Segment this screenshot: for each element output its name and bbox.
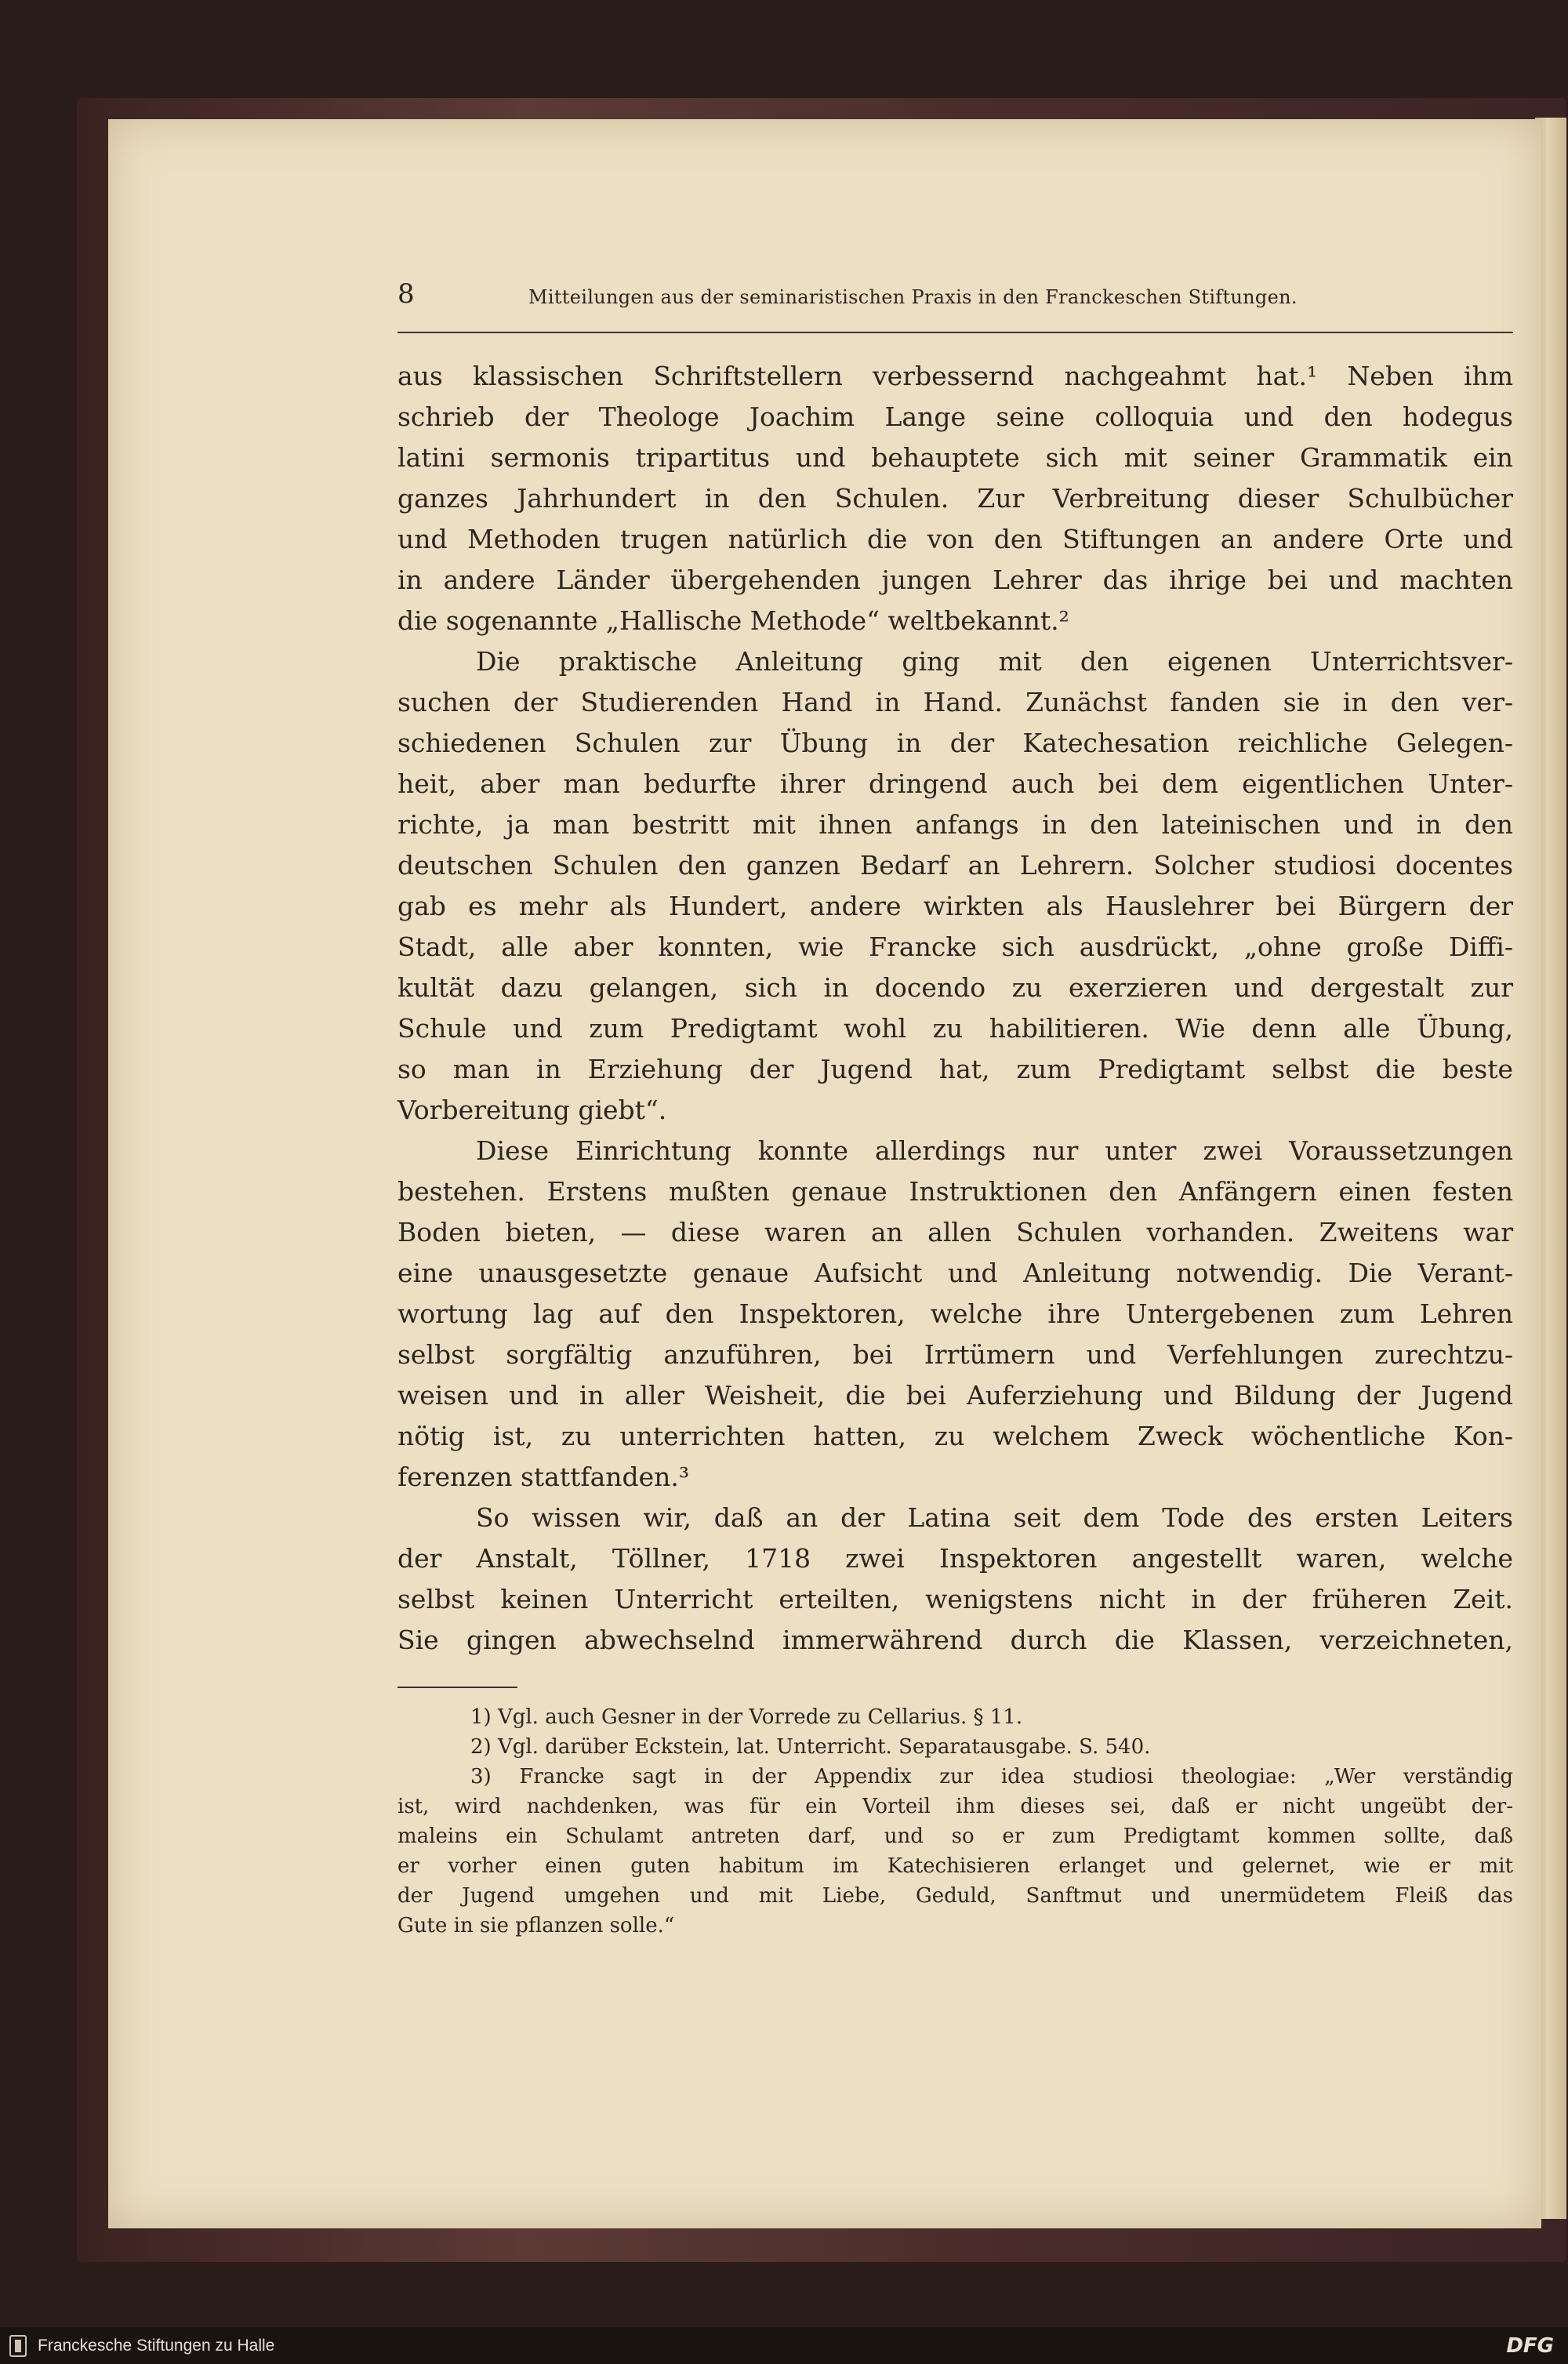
body-line: wortung lag auf den Inspektoren, welche ihre Untergebenen zum Lehren: [397, 1298, 1513, 1329]
body-line: aus klassischen Schriftstellern verbessernd nachgeahmt hat.¹ Neben ihm: [397, 361, 1513, 391]
body-line: Schule und zum Predigtamt wohl zu habilitieren. Wie denn alle Übung,: [397, 1013, 1513, 1044]
body-line: richte, ja man bestritt mit ihnen anfangs in den lateinischen und in den: [397, 809, 1513, 840]
footnote: 2) Vgl. darüber Eckstein, lat. Unterricht. Separatausgabe. S. 540.: [470, 1735, 1151, 1759]
footnote-line: ist, wird nachdenken, was für ein Vorteil ihm dieses sei, daß er nicht ungeübt der-: [397, 1795, 1513, 1818]
body-line: Boden bieten, — diese waren an allen Schulen vorhanden. Zweitens war: [397, 1217, 1513, 1247]
footnote-line: er vorher einen guten habitum im Katechisieren erlanget und gelernet, wie er mit: [397, 1854, 1513, 1878]
footnote-rule: [397, 1687, 517, 1688]
body-line: eine unausgesetzte genaue Aufsicht und Anleitung notwendig. Die Verant-: [397, 1258, 1513, 1288]
body-line: nötig ist, zu unterrichten hatten, zu welchem Zweck wöchentliche Kon-: [397, 1421, 1513, 1451]
footnote-line: maleins ein Schulamt antreten darf, und so er zum Predigtamt kommen sollte, daß: [397, 1825, 1513, 1848]
body-line: latini sermonis tripartitus und behauptete sich mit seiner Grammatik ein: [397, 442, 1513, 473]
body-line: schiedenen Schulen zur Übung in der Katechesation reichliche Gelegen-: [397, 728, 1513, 758]
body-line: Stadt, alle aber konnten, wie Francke sich ausdrückt, „ohne große Diffi-: [397, 931, 1513, 962]
document-page: [108, 119, 1541, 2228]
footnote: 3) Francke sagt in der Appendix zur idea studiosi theologiae: „Wer verständig: [470, 1765, 1513, 1788]
body-line: die sogenannte „Hallische Methode“ weltbekannt.²: [397, 605, 1069, 636]
body-line: Die praktische Anleitung ging mit den eigenen Unterrichtsver-: [476, 646, 1513, 677]
dfg-logo: DFG: [1506, 2334, 1554, 2358]
body-line: schrieb der Theologe Joachim Lange seine colloquia und den hodegus: [397, 401, 1513, 432]
body-line: weisen und in aller Weisheit, die bei Auferziehung und Bildung der Jugend: [397, 1380, 1513, 1411]
footnote: 1) Vgl. auch Gesner in der Vorrede zu Cellarius. § 11.: [470, 1705, 1023, 1729]
body-line: so man in Erziehung der Jugend hat, zum Predigtamt selbst die beste: [397, 1054, 1513, 1084]
body-line: selbst sorgfältig anzuführen, bei Irrtümern und Verfehlungen zurechtzu-: [397, 1339, 1513, 1370]
running-head: Mitteilungen aus der seminaristischen Praxis in den Franckeschen Stiftungen.: [528, 286, 1298, 308]
body-line: Diese Einrichtung konnte allerdings nur unter zwei Voraussetzungen: [476, 1135, 1513, 1166]
body-line: bestehen. Erstens mußten genaue Instruktionen den Anfängern einen festen: [397, 1176, 1513, 1207]
body-line: kultät dazu gelangen, sich in docendo zu exerzieren und dergestalt zur: [397, 972, 1513, 1003]
body-line: in andere Länder übergehenden jungen Lehrer das ihrige bei und machten: [397, 565, 1513, 595]
body-line: ferenzen stattfanden.³: [397, 1462, 690, 1492]
body-line: gab es mehr als Hundert, andere wirkten als Hauslehrer bei Bürgern der: [397, 891, 1513, 921]
body-line: und Methoden trugen natürlich die von den Stiftungen an andere Orte und: [397, 524, 1513, 554]
header-rule: [397, 332, 1513, 333]
body-line: deutschen Schulen den ganzen Bedarf an Lehrern. Solcher studiosi docentes: [397, 850, 1513, 881]
body-line: heit, aber man bedurfte ihrer dringend auch bei dem eigentlichen Unter-: [397, 768, 1513, 799]
page-number: 8: [397, 278, 415, 310]
body-line: der Anstalt, Töllner, 1718 zwei Inspektoren angestellt waren, welche: [397, 1543, 1513, 1574]
body-line: Vorbereitung giebt“.: [397, 1095, 667, 1125]
body-line: ganzes Jahrhundert in den Schulen. Zur Verbreitung dieser Schulbücher: [397, 483, 1513, 514]
footer-bar: [0, 2327, 1568, 2364]
body-line: Sie gingen abwechselnd immerwährend durch die Klassen, verzeichneten,: [397, 1625, 1513, 1655]
institution-logo-icon: [9, 2335, 27, 2357]
footnote-line: der Jugend umgehen und mit Liebe, Geduld, Sanftmut und unermüdetem Fleiß das: [397, 1884, 1513, 1908]
body-line: So wissen wir, daß an der Latina seit dem Tode des ersten Leiters: [476, 1502, 1513, 1533]
footer-institution: Franckesche Stiftungen zu Halle: [38, 2337, 275, 2355]
body-line: suchen der Studierenden Hand in Hand. Zunächst fanden sie in den ver-: [397, 687, 1513, 717]
footnote-line: Gute in sie pflanzen solle.“: [397, 1914, 675, 1937]
body-line: selbst keinen Unterricht erteilten, wenigstens nicht in der früheren Zeit.: [397, 1584, 1513, 1614]
